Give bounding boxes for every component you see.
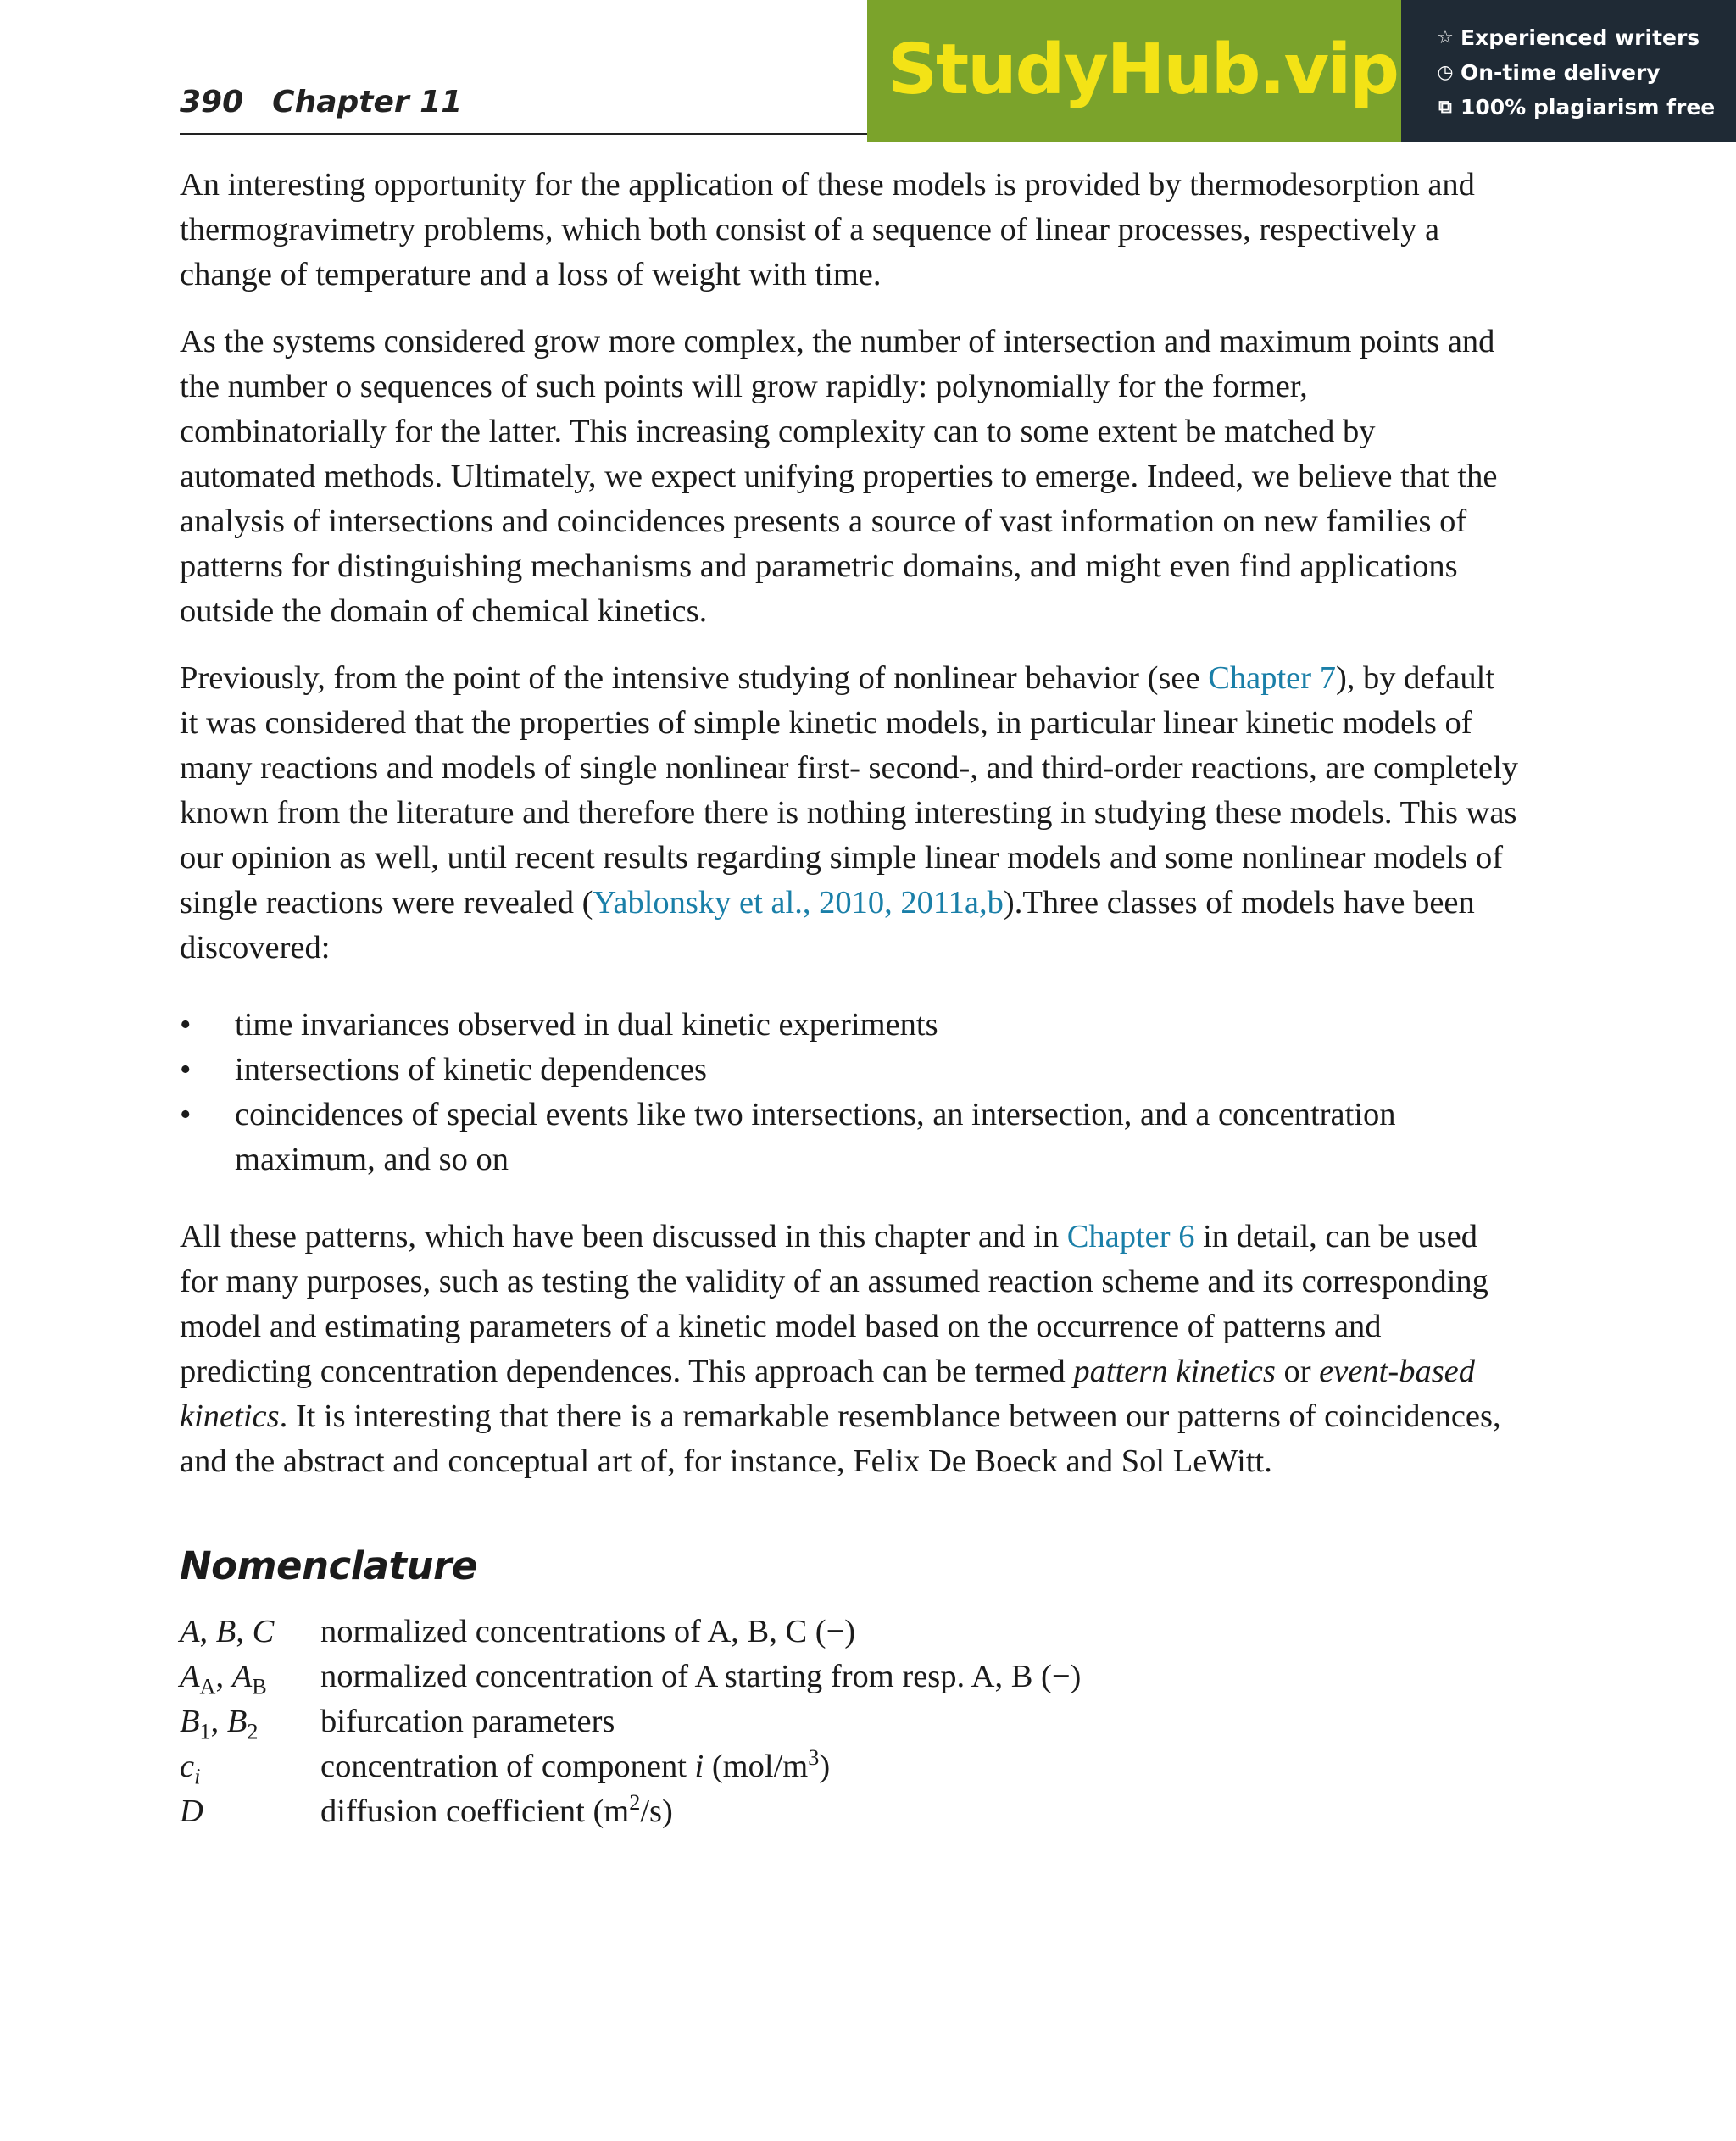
nomenclature-definition: normalized concentration of A starting from resp. A, B (−)	[320, 1659, 1082, 1694]
symbol: A	[231, 1659, 253, 1694]
nomenclature-symbol	[180, 1744, 320, 1789]
nomenclature-symbol	[180, 1699, 320, 1744]
copy-icon: ⧉	[1438, 97, 1452, 118]
nomenclature-symbol	[180, 1610, 320, 1654]
subscript: i	[194, 1764, 201, 1789]
text: /s)	[640, 1793, 673, 1829]
subscript: A	[199, 1674, 216, 1699]
clock-icon: ◷	[1437, 62, 1454, 83]
bullet-marker: •	[180, 1097, 192, 1132]
text: . It is interesting that there is a remarkable resemblance between our patterns of coincidences, and the abstract and conceptual art of, for instance, Felix De Boeck and Sol LeWitt.	[180, 1399, 1501, 1479]
bullet-marker: •	[180, 1052, 192, 1087]
text: ).Three classes of models have been discovered:	[180, 885, 1475, 965]
paragraph-4	[180, 1215, 1519, 1484]
symbol: B	[215, 1614, 236, 1649]
symbol: C	[252, 1614, 275, 1649]
list-item-text: time invariances observed in dual kinetic experiments	[235, 1007, 938, 1043]
list-item-text: coincidences of special events like two intersections, an intersection, and a concentration maximum, and so on	[235, 1097, 1396, 1177]
bullet-marker: •	[180, 1007, 192, 1043]
subscript: 2	[247, 1719, 259, 1744]
feature-label: On-time delivery	[1461, 60, 1661, 85]
text: or	[1275, 1354, 1320, 1389]
emphasis: pattern kinetics	[1073, 1354, 1276, 1389]
paragraph-2: As the systems considered grow more complex, the number of intersection and maximum points and the number o sequences of such points will grow rapidly: polynomially for the former, combinatorially for the latter. This increasing complexity can to some extent be matched by automated methods. Ultimately, we expect unifying properties to emerge. Indeed, we believe that the analysis of intersections and coincidences presents a source of vast information on new families of patterns for distinguishing mechanisms and parametric domains, and might even find applications outside the domain of chemical kinetics.	[180, 324, 1498, 629]
studyhub-logo: StudyHub.vip	[887, 30, 1398, 110]
text: All these patterns, which have been discussed in this chapter and in	[180, 1219, 1067, 1254]
symbol: D	[180, 1793, 203, 1829]
list-item	[180, 1048, 1519, 1093]
nomenclature-row	[180, 1654, 1519, 1699]
nomenclature-symbol	[180, 1654, 320, 1699]
list-item	[180, 1093, 1519, 1182]
star-icon: ☆	[1437, 27, 1454, 48]
feature-on-time-delivery	[1435, 55, 1736, 90]
page-number: 390	[180, 85, 244, 120]
text: )	[819, 1749, 831, 1784]
running-header	[180, 85, 462, 120]
subscript: B	[252, 1674, 267, 1699]
emphasis: event-based kinetics	[180, 1354, 1476, 1434]
link-chapter-7[interactable]: Chapter 7	[1208, 660, 1336, 696]
symbol: B	[180, 1704, 200, 1739]
bullet-list	[180, 1003, 1519, 1182]
studyhub-banner[interactable]	[867, 0, 1736, 142]
nomenclature-row	[180, 1744, 1519, 1789]
nomenclature-heading: Nomenclature	[180, 1543, 477, 1588]
nomenclature-definition: bifurcation parameters	[320, 1704, 615, 1739]
nomenclature-definition: normalized concentrations of A, B, C (−)	[320, 1614, 856, 1649]
page-content	[180, 163, 1519, 1834]
link-yablonsky-citation[interactable]: Yablonsky et al., 2010, 2011a,b	[593, 885, 1004, 920]
symbol: c	[180, 1749, 195, 1784]
text: in detail, can be used for many purposes, such as testing the validity of an assumed reaction scheme and its corresponding model and estimating parameters of a kinetic model based on the occurrence of patterns and predicting concentration dependences. This approach can be termed	[180, 1219, 1488, 1389]
text: diffusion coefficient (m	[320, 1793, 630, 1829]
emphasis: i	[694, 1749, 704, 1784]
nomenclature-list	[180, 1610, 1519, 1834]
list-item	[180, 1003, 1519, 1048]
paragraph-3	[180, 656, 1519, 970]
nomenclature-symbol	[180, 1789, 320, 1834]
feature-experienced-writers	[1435, 20, 1736, 55]
subscript: 1	[199, 1719, 211, 1744]
nomenclature-row	[180, 1789, 1519, 1834]
separator: ,	[215, 1659, 232, 1694]
paragraph-1: An interesting opportunity for the application of these models is provided by thermodesorption and thermogravimetry problems, which both consist of a sequence of linear processes, respectively a change of temperature and a loss of weight with time.	[180, 167, 1475, 292]
nomenclature-row	[180, 1699, 1519, 1744]
nomenclature-row	[180, 1610, 1519, 1654]
symbol: A	[180, 1614, 200, 1649]
nomenclature-definition	[320, 1789, 1519, 1834]
symbol: A	[180, 1659, 200, 1694]
link-chapter-6[interactable]: Chapter 6	[1066, 1219, 1195, 1254]
text: ), by default it was considered that the properties of simple kinetic models, in particular linear kinetic models of many reactions and models of single nonlinear first- second-, and third-order reactions, are completely known from the literature and therefore there is nothing interesting in studying these models. This was our opinion as well, until recent results regarding simple linear models and some nonlinear models of single reactions were revealed (	[180, 660, 1519, 920]
superscript: 3	[808, 1745, 820, 1771]
feature-label: Experienced writers	[1461, 25, 1700, 50]
feature-plagiarism-free	[1435, 90, 1736, 125]
feature-label: 100% plagiarism free	[1461, 95, 1716, 120]
text: concentration of component	[320, 1749, 695, 1784]
superscript: 2	[629, 1790, 641, 1816]
list-item-text: intersections of kinetic dependences	[235, 1052, 707, 1087]
symbol: B	[226, 1704, 248, 1739]
separator: ,	[236, 1614, 253, 1649]
separator: ,	[199, 1614, 216, 1649]
chapter-title: Chapter 11	[272, 85, 463, 120]
nomenclature-definition	[320, 1744, 1519, 1789]
text: Previously, from the point of the intensive studying of nonlinear behavior (see	[180, 660, 1209, 696]
separator: ,	[210, 1704, 227, 1739]
text: (mol/m	[704, 1749, 809, 1784]
banner-features	[1401, 0, 1736, 142]
banner-logo-panel	[867, 0, 1401, 142]
